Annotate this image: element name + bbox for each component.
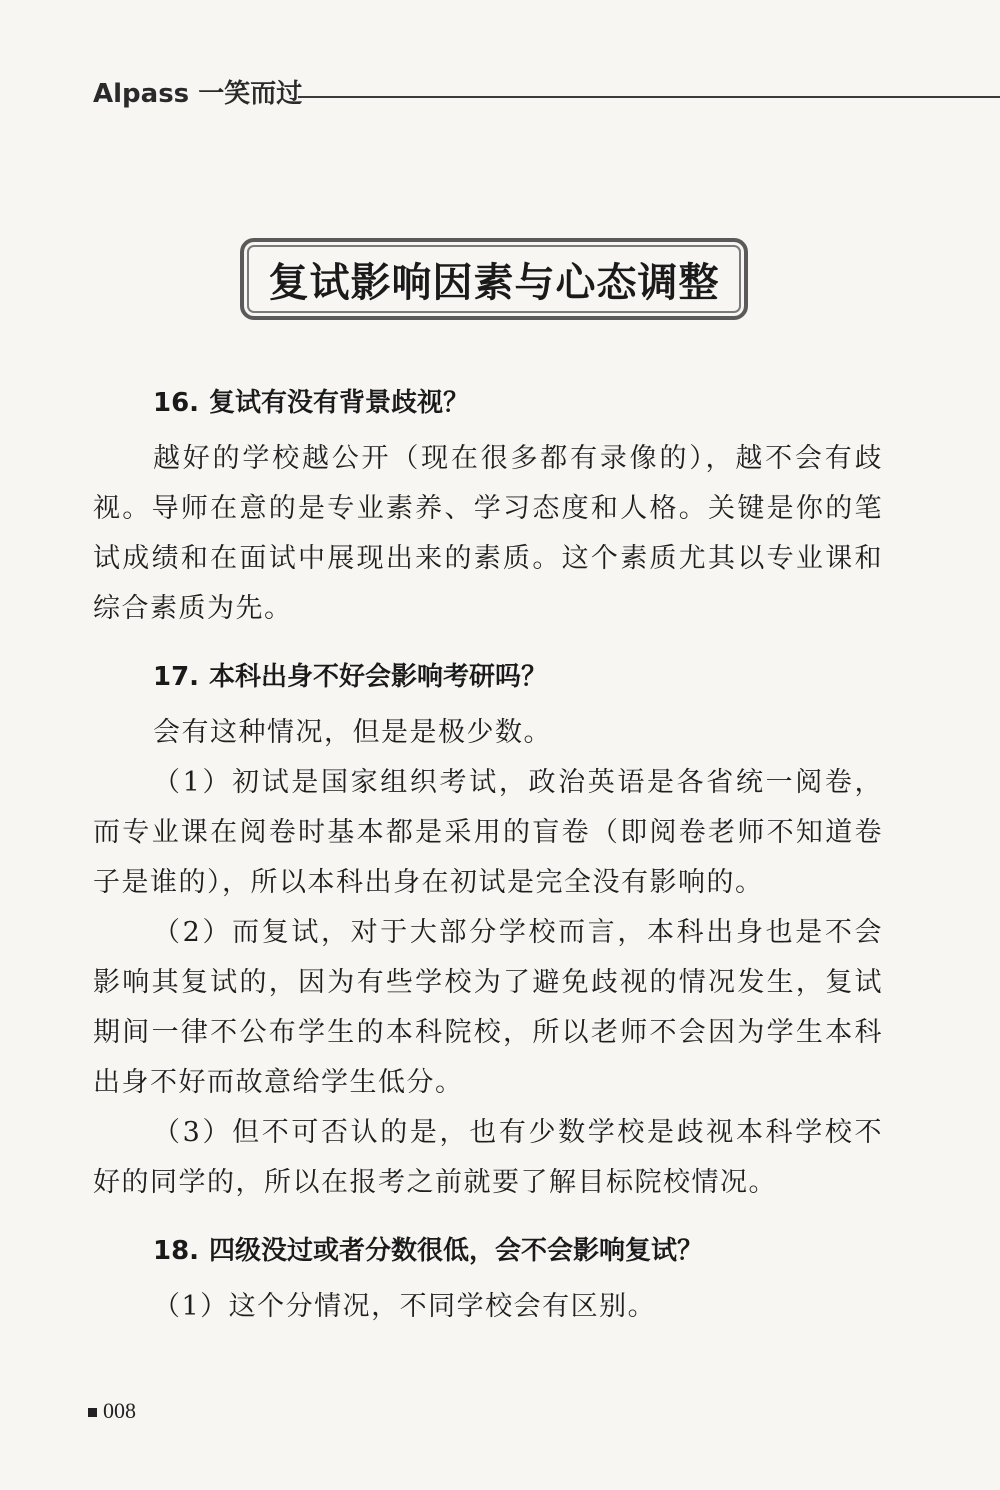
brand-logo-text: Alpass 一笑而过	[93, 79, 303, 109]
page-body	[93, 378, 883, 1332]
question-heading	[93, 1226, 883, 1276]
paragraph: （3）但不可否认的是，也有少数学校是歧视本科学校不好的同学的，所以在报考之前就要了解目标院校情况。	[93, 1117, 883, 1198]
paragraph: （1）这个分情况，不同学校会有区别。	[153, 1291, 657, 1322]
question-number: 16.	[153, 388, 200, 418]
header-rule	[298, 96, 1000, 98]
running-header	[93, 76, 1000, 116]
page-footer	[88, 1398, 136, 1424]
paragraph: 会有这种情况，但是是极少数。	[153, 717, 552, 748]
question-number: 17.	[153, 662, 200, 692]
question-heading	[93, 652, 883, 702]
paragraph: （2）而复试，对于大部分学校而言，本科出身也是不会影响其复试的，因为有些学校为了避免歧视的情况发生，复试期间一律不公布学生的本科院校，所以老师不会因为学生本科出身不好而故意给学生低分。	[93, 917, 883, 1098]
question-heading	[93, 378, 883, 428]
chapter-title: 复试影响因素与心态调整	[268, 259, 720, 306]
question-number: 18.	[153, 1236, 200, 1266]
chapter-title-frame	[240, 238, 748, 320]
question-text: 本科出身不好会影响考研吗？	[209, 662, 548, 692]
square-bullet-icon	[88, 1408, 97, 1417]
page-number: 008	[103, 1398, 136, 1423]
question-text: 复试有没有背景歧视？	[209, 388, 470, 418]
paragraph: 越好的学校越公开（现在很多都有录像的），越不会有歧视。导师在意的是专业素养、学习态度和人格。关键是你的笔试成绩和在面试中展现出来的素质。这个素质尤其以专业课和综合素质为先。	[93, 443, 883, 624]
paragraph: （1）初试是国家组织考试，政治英语是各省统一阅卷，而专业课在阅卷时基本都是采用的盲卷（即阅卷老师不知道卷子是谁的），所以本科出身在初试是完全没有影响的。	[93, 767, 883, 898]
question-text: 四级没过或者分数很低，会不会影响复试？	[209, 1236, 704, 1266]
